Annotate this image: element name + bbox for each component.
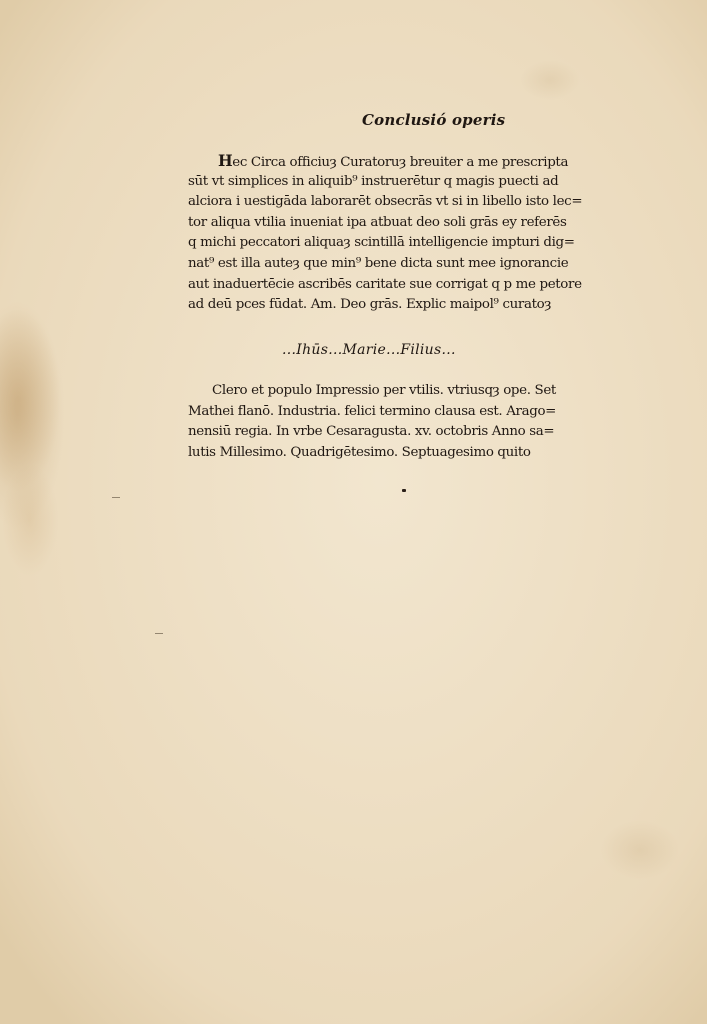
text-line: ad deū pces fūdat. Am. Deo grās. Explic maipol⁹ curatoȝ <box>188 297 551 313</box>
text-line: tor aliqua vtilia inueniat ipa atbuat deo soli grās ey referēs <box>188 214 567 230</box>
imprint-paragraph <box>188 381 663 463</box>
text-line: aut inaduertēcie ascribēs caritate sue corrigat q p me petore <box>188 276 582 292</box>
conclusion-heading: Conclusió operis <box>362 111 506 129</box>
text-line: sūt vt simplices in aliquib⁹ instruerētur q magis puecti ad <box>188 173 559 189</box>
text-line: q michi peccatori aliquaȝ scintillā intelligencie impturi dig= <box>188 235 575 251</box>
invocation-line: ...Ihūs...Marie...Filius... <box>282 342 456 358</box>
text-line: lutis Millesimo. Quadrigētesimo. Septuagesimo quito <box>188 444 531 460</box>
foxing-spot <box>520 60 580 100</box>
line-text: ec Circa officiuȝ Curatoruȝ breuiter a me prescripta <box>232 155 569 170</box>
margin-mark <box>112 497 120 498</box>
water-stain <box>0 300 65 530</box>
text-line: Mathei flanō. Industria. felici termino clausa est. Arago= <box>188 403 557 419</box>
text-line: Clero et populo Impressio per vtilis. vtriusqȝ ope. Set <box>212 383 556 398</box>
colophon-paragraph <box>188 151 663 316</box>
text-line: nensiū regia. In vrbe Cesaragusta. xv. octobris Anno sa= <box>188 424 555 440</box>
ink-dot <box>402 489 406 492</box>
text-line: nat⁹ est illa auteȝ que min⁹ bene dicta sunt mee ignorancie <box>188 255 569 271</box>
text-line <box>188 151 663 172</box>
text-line: alciora i uestigāda laborarēt obsecrās vt si in libello isto lec= <box>188 194 583 210</box>
initial-letter: H <box>218 151 233 170</box>
margin-mark <box>155 633 163 634</box>
foxing-spot <box>600 820 680 880</box>
